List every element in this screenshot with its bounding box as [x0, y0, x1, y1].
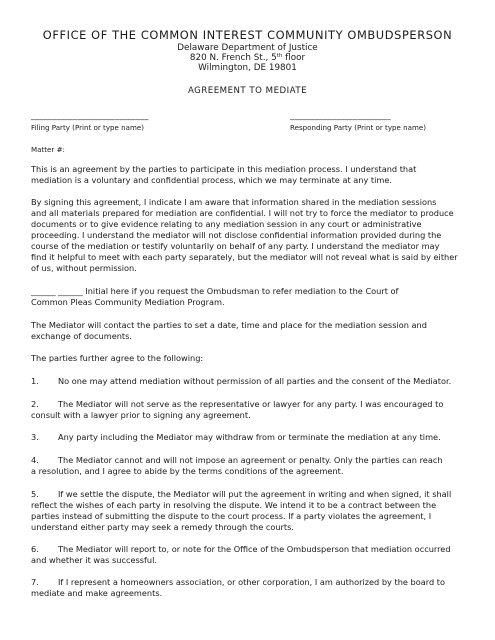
term-number: 4. — [31, 455, 39, 465]
address-ordinal: th — [276, 53, 283, 59]
term-number: 1. — [31, 376, 39, 386]
intro-line: This is an agreement by the parties to participate in this mediation process. I understand that — [31, 164, 417, 174]
confidentiality-line: find it helpful to meet with each party separately, but the mediator will not reveal what is said by either — [31, 252, 458, 262]
term-item-4 — [31, 455, 471, 477]
contact-line: The Mediator will contact the parties to set a date, time and place for the mediation session and — [31, 320, 427, 330]
term-line — [31, 544, 471, 555]
confidentiality-line: and all materials prepared for mediation are confidential. I will not try to force the mediator to produce — [31, 208, 454, 218]
office-title: OFFICE OF THE COMMON INTEREST COMMUNITY OMBUDSPERSON — [42, 28, 453, 42]
term-item-1 — [31, 376, 471, 387]
office-city: Wilmington, DE 19801 — [198, 63, 297, 73]
term-line: and whether it was successful. — [31, 555, 157, 565]
office-address — [0, 53, 495, 63]
term-line: consult with a lawyer prior to signing any agreement. — [31, 410, 251, 420]
term-line — [31, 376, 471, 387]
address-floor: floor — [282, 53, 306, 63]
term-item-6 — [31, 544, 471, 566]
filing-party-field[interactable]: ____________________________ — [31, 111, 149, 120]
term-item-3 — [31, 432, 471, 443]
further-agree-heading — [31, 353, 471, 364]
term-text: The Mediator cannot and will not impose an agreement or penalty. Only the parties can reach — [58, 455, 443, 465]
term-line — [31, 489, 471, 500]
term-line — [31, 455, 471, 466]
further-agree-line: The parties further agree to the following: — [31, 353, 204, 363]
term-item-2 — [31, 399, 471, 421]
term-line — [31, 577, 471, 588]
initial-line[interactable]: ______ ______ Initial here if you request the Ombudsman to refer mediation to the Court of — [31, 286, 399, 296]
matter-number-label: Matter #: — [31, 145, 65, 154]
confidentiality-line: By signing this agreement, I indicate I am aware that information shared in the mediation sessions — [31, 197, 437, 207]
term-number: 3. — [31, 432, 39, 442]
term-text: If we settle the dispute, the Mediator will put the agreement in writing and when signed, it shall — [58, 489, 452, 499]
term-line: parties instead of submitting the dispute to the court process. If a party violates the agreement, I — [31, 511, 432, 521]
responding-party-field[interactable]: ________________________ — [290, 111, 391, 120]
term-number: 5. — [31, 489, 39, 499]
term-text: The Mediator will not serve as the representative or lawyer for any party. I was encouraged to — [58, 399, 444, 409]
confidentiality-line: course of the mediation or testify voluntarily on behalf of any party. I understand the mediator may — [31, 241, 440, 251]
intro-line: mediation is a voluntary and confidential process, which we may terminate at any time. — [31, 175, 393, 185]
term-item-7 — [31, 577, 471, 599]
term-text: If I represent a homeowners association, or other corporation, I am authorized by the board to — [58, 577, 446, 587]
contact-line: exchange of documents. — [31, 331, 133, 341]
term-line: mediate and make agreements. — [31, 588, 163, 598]
term-text: Any party including the Mediator may withdraw from or terminate the mediation at any time. — [58, 432, 441, 442]
contact-paragraph — [31, 320, 471, 342]
address-street: 820 N. French St., 5 — [189, 53, 277, 63]
filing-party-label: Filing Party (Print or type name) — [31, 123, 145, 132]
term-number: 2. — [31, 399, 39, 409]
term-line: reflect the wishes of each party in resolving the dispute. We intend it to be a contract between the — [31, 500, 437, 510]
document-title: AGREEMENT TO MEDIATE — [187, 86, 308, 96]
term-item-5 — [31, 489, 471, 533]
term-number: 7. — [31, 577, 39, 587]
term-text: No one may attend mediation without permission of all parties and the consent of the Mediator. — [58, 376, 452, 386]
term-line: understand either party may seek a remedy through the courts. — [31, 522, 294, 532]
term-line: a resolution, and I agree to abide by the terms conditions of the agreement. — [31, 466, 344, 476]
initial-line: Common Pleas Community Mediation Program. — [31, 297, 225, 307]
responding-party-label: Responding Party (Print or type name) — [290, 123, 427, 132]
department-name: Delaware Department of Justice — [177, 43, 318, 53]
initial-paragraph — [31, 286, 471, 308]
confidentiality-paragraph — [31, 197, 471, 274]
term-line — [31, 432, 471, 443]
term-number: 6. — [31, 544, 39, 554]
term-text: The Mediator will report to, or note for the Office of the Ombudsperson that mediation occurred — [58, 544, 451, 554]
confidentiality-line: documents or to give evidence relating to any mediation session in any court or administrative — [31, 219, 422, 229]
confidentiality-line: of us, without permission. — [31, 263, 137, 273]
term-line — [31, 399, 471, 410]
intro-paragraph — [31, 164, 471, 186]
confidentiality-line: proceeding. I understand the mediator will not disclose confidential information provided during the — [31, 230, 442, 240]
